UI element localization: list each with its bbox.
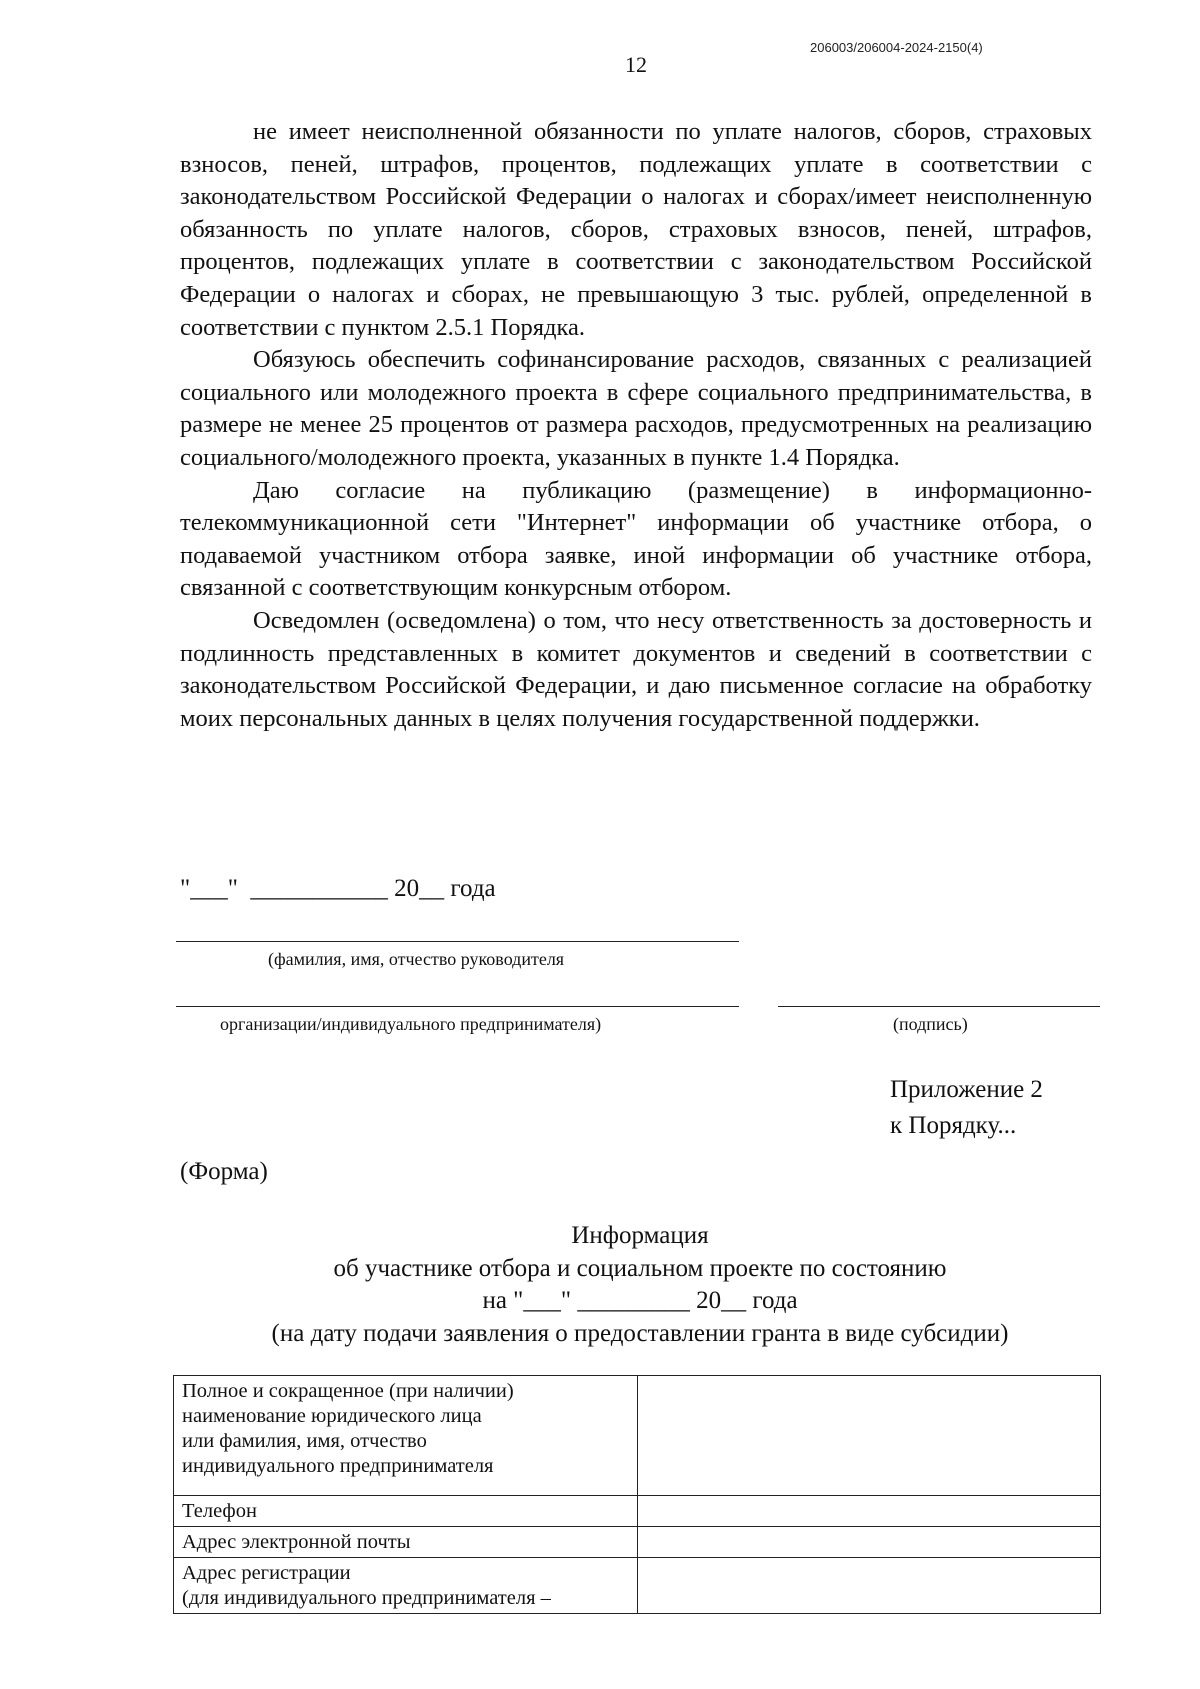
signature-date-line: "___" ___________ 20__ года: [180, 875, 496, 902]
table-cell-value: [638, 1496, 1101, 1527]
table-row: [174, 1376, 1101, 1496]
table-cell-value: [638, 1527, 1101, 1558]
info-heading-date: на "___" _________ 20__ года: [482, 1287, 798, 1314]
appendix-line-1: Приложение 2: [890, 1076, 1043, 1103]
table-cell-value: [638, 1558, 1101, 1614]
paragraph-responsibility: Осведомлен (осведомлена) о том, что несу ответственность за достоверность и подлинность представленных в комитет документов и сведений в соответствии с законодательством Российской Федерации, и даю письменное согласие на обработку моих персональных данных в целях получения государственной поддержки.: [180, 606, 1092, 732]
name-rule-1: [176, 941, 739, 942]
body-text: [180, 116, 1092, 735]
info-heading-note: (на дату подачи заявления о предоставлении гранта в виде субсидии): [271, 1319, 1009, 1347]
document-code: 206003/206004-2024-2150(4): [810, 40, 983, 55]
table-row: [174, 1558, 1101, 1614]
table-row: [174, 1496, 1101, 1527]
table-cell-label: Адрес регистрации (для индивидуального предпринимателя –: [174, 1558, 638, 1614]
info-heading: [160, 1220, 1120, 1350]
table-row: [174, 1527, 1101, 1558]
paragraph-cofinancing: Обязуюсь обеспечить софинансирование расходов, связанных с реализацией социального или молодежного проекта в сфере социального предпринимательства, в размере не менее 25 процентов от размера расходов, предусмотренных на реализацию социального/молодежного проекта, указанных в пункте 1.4 Порядка.: [180, 346, 1092, 471]
appendix-line-2: к Порядку...: [890, 1112, 1017, 1139]
signature-rule: [778, 1006, 1100, 1007]
page-number: 12: [625, 52, 647, 77]
info-heading-title: Информация: [571, 1222, 709, 1249]
table-cell-label: Телефон: [174, 1496, 638, 1527]
signature-caption: (подпись): [893, 1014, 968, 1034]
appendix-reference: [890, 1072, 1043, 1144]
table-cell-label: Адрес электронной почты: [174, 1527, 638, 1558]
paragraph-publication-consent: Даю согласие на публикацию (размещение) в информационно-телекоммуникационной сети "Интернет" информации об участнике отбора, о подаваемой участником отбора заявке, иной информации об участнике отбора, связанной с соответствующим конкурсным отбором.: [180, 476, 1092, 602]
name-rule-2: [176, 1006, 739, 1007]
info-heading-subtitle: об участнике отбора и социальном проекте по состоянию: [333, 1254, 947, 1282]
paragraph-tax-obligation: не имеет неисполненной обязанности по уплате налогов, сборов, страховых взносов, пеней, штрафов, процентов, подлежащих уплате в соответствии с законодательством Российской Федерации о налогах и сборах/имеет неисполненную обязанность по уплате налогов, сборов, страховых взносов, пеней, штрафов, процентов, подлежащих уплате в соответствии с законодательством Российской Федерации о налогах и сборах, не превышающую 3 тыс. рублей, определенной в соответствии с пунктом 2.5.1 Порядка.: [180, 118, 1092, 341]
name-caption-1: (фамилия, имя, отчество руководителя: [268, 949, 565, 969]
table-cell-value: [638, 1376, 1101, 1496]
participant-info-table: [173, 1375, 1101, 1614]
form-label: (Форма): [180, 1158, 268, 1185]
table-cell-label: Полное и сокращенное (при наличии) наименование юридического лица или фамилия, имя, отчество индивидуального предпринимателя: [174, 1376, 638, 1496]
name-caption-2: организации/индивидуального предпринимателя): [220, 1014, 602, 1034]
